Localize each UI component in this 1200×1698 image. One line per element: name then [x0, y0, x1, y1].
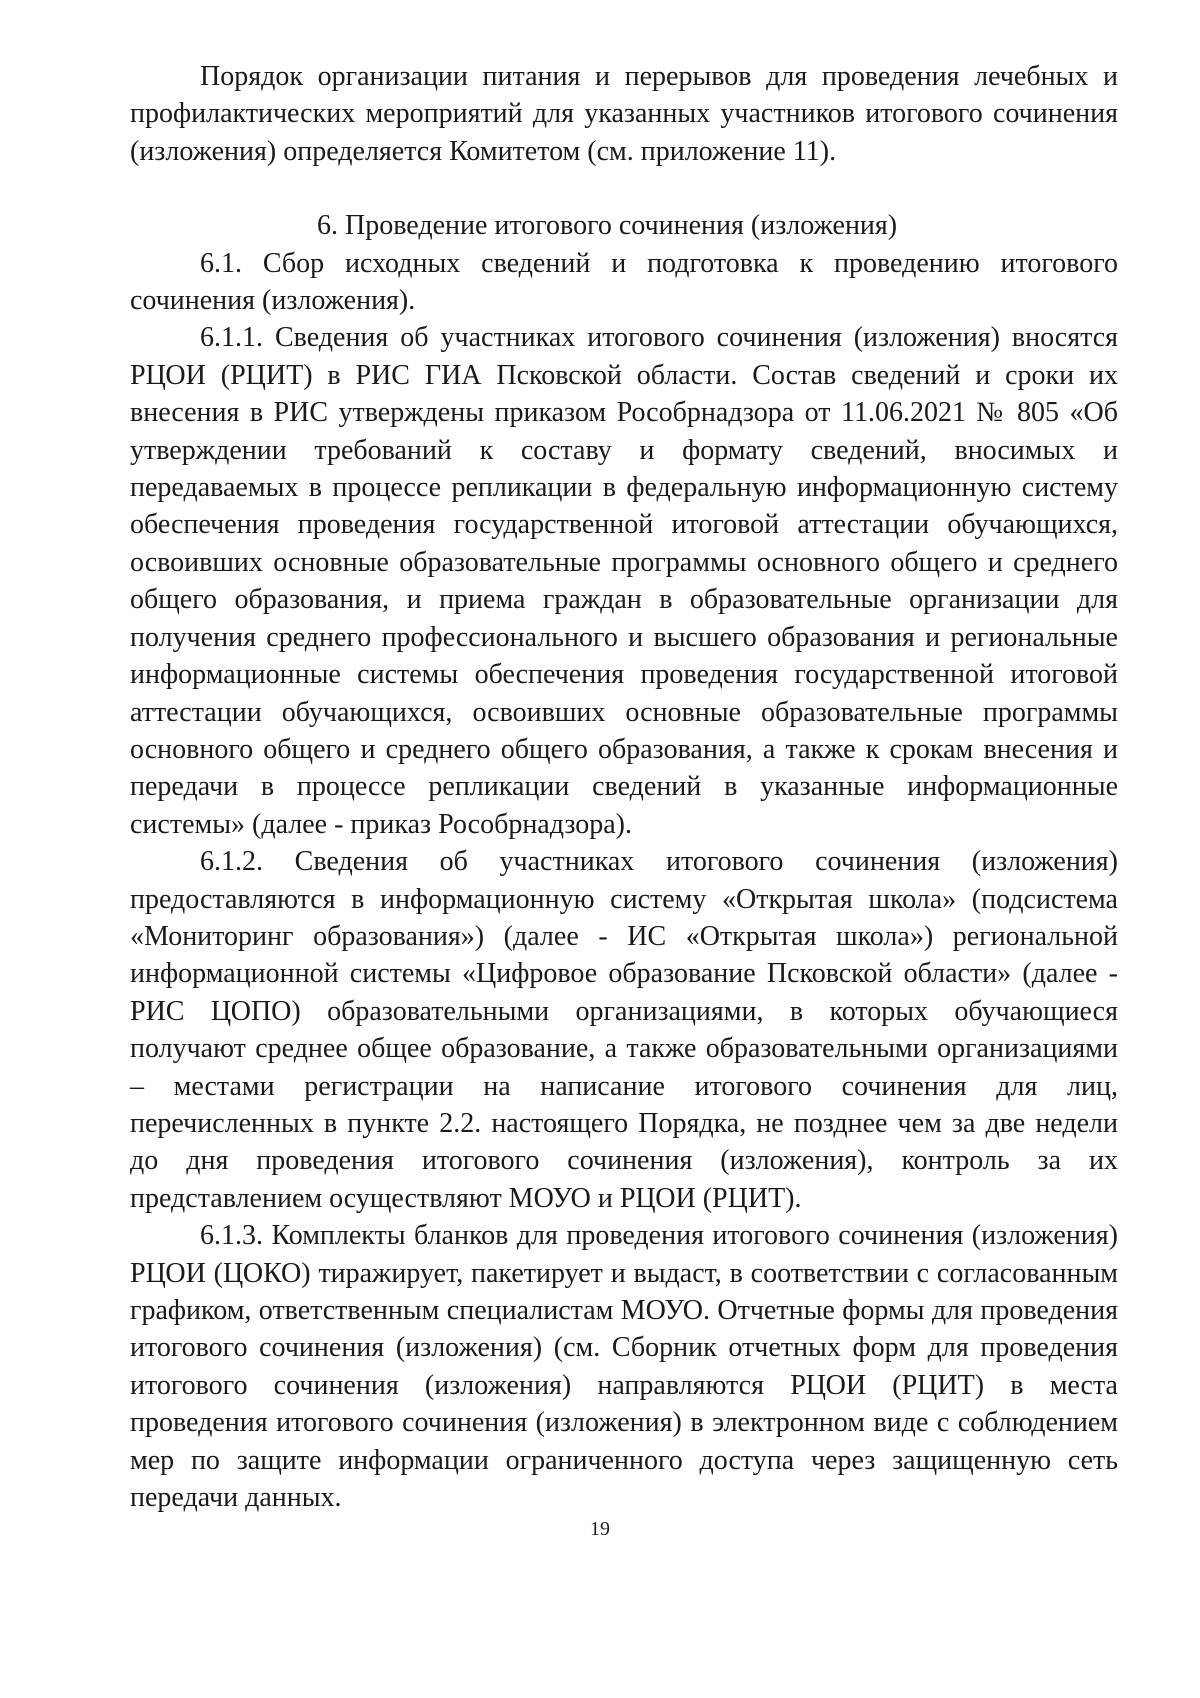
section-heading: 6. Проведение итогового сочинения (изложения) [317, 210, 898, 242]
document-body [130, 58, 1118, 1516]
paragraph-6-1-1: 6.1.1. Сведения об участниках итогового сочинения (изложения) вносятся РЦОИ (РЦИТ) в РИС ГИА Псковской области. Состав сведений и сроки их внесения в РИС утверждены приказом Рособрнадзора от 11.06.2021 № 805 «Об утверждении требований к составу и формату сведений, вносимых и передаваемых в процессе репликации в федеральную информационную систему обеспечения проведения государственной итоговой аттестации обучающихся, освоивших основные образовательные программы основного общего и среднего общего образования, и приема граждан в образовательные организации для получения среднего профессионального и высшего образования и региональные информационные системы обеспечения проведения государственной итоговой аттестации обучающихся, освоивших основные образовательные программы основного общего и среднего общего образования, а также к срокам внесения и передачи в процессе репликации сведений в указанные информационные системы» (далее - приказ Рособрнадзора). [130, 322, 1118, 840]
page-number: 19 [590, 1518, 610, 1540]
paragraph-6-1: 6.1. Сбор исходных сведений и подготовка к проведению итогового сочинения (изложения). [130, 247, 1118, 317]
paragraph-6-1-3: 6.1.3. Комплекты бланков для проведения итогового сочинения (изложения) РЦОИ (ЦОКО) тиражирует, пакетирует и выдаст, в соответствии с согласованным графиком, ответственным специалистам МОУО. Отчетные формы для проведения итогового сочинения (изложения) (см. Сборник отчетных форм для проведения итогового сочинения (изложения) направляются РЦОИ (РЦИТ) в места проведения итогового сочинения (изложения) в электронном виде с соблюдением мер по защите информации ограниченного доступа через защищенную сеть передачи данных. [130, 1220, 1118, 1514]
paragraph-6-1-2: 6.1.2. Сведения об участниках итогового сочинения (изложения) предоставляются в информационную систему «Открытая школа» (подсистема «Мониторинг образования») (далее - ИС «Открытая школа») региональной информационной системы «Цифровое образование Псковской области» (далее - РИС ЦОПО) образовательными организациями, в которых обучающиеся получают среднее общее образование, а также образовательными организациями – местами регистрации на написание итогового сочинения для лиц, перечисленных в пункте 2.2. настоящего Порядка, не позднее чем за две недели до дня проведения итогового сочинения (изложения), контроль за их представлением осуществляют МОУО и РЦОИ (РЦИТ). [130, 846, 1118, 1214]
paragraph-intro: Порядок организации питания и перерывов для проведения лечебных и профилактических мероприятий для указанных участников итогового сочинения (изложения) определяется Комитетом (см. приложение 11). [130, 61, 1118, 167]
